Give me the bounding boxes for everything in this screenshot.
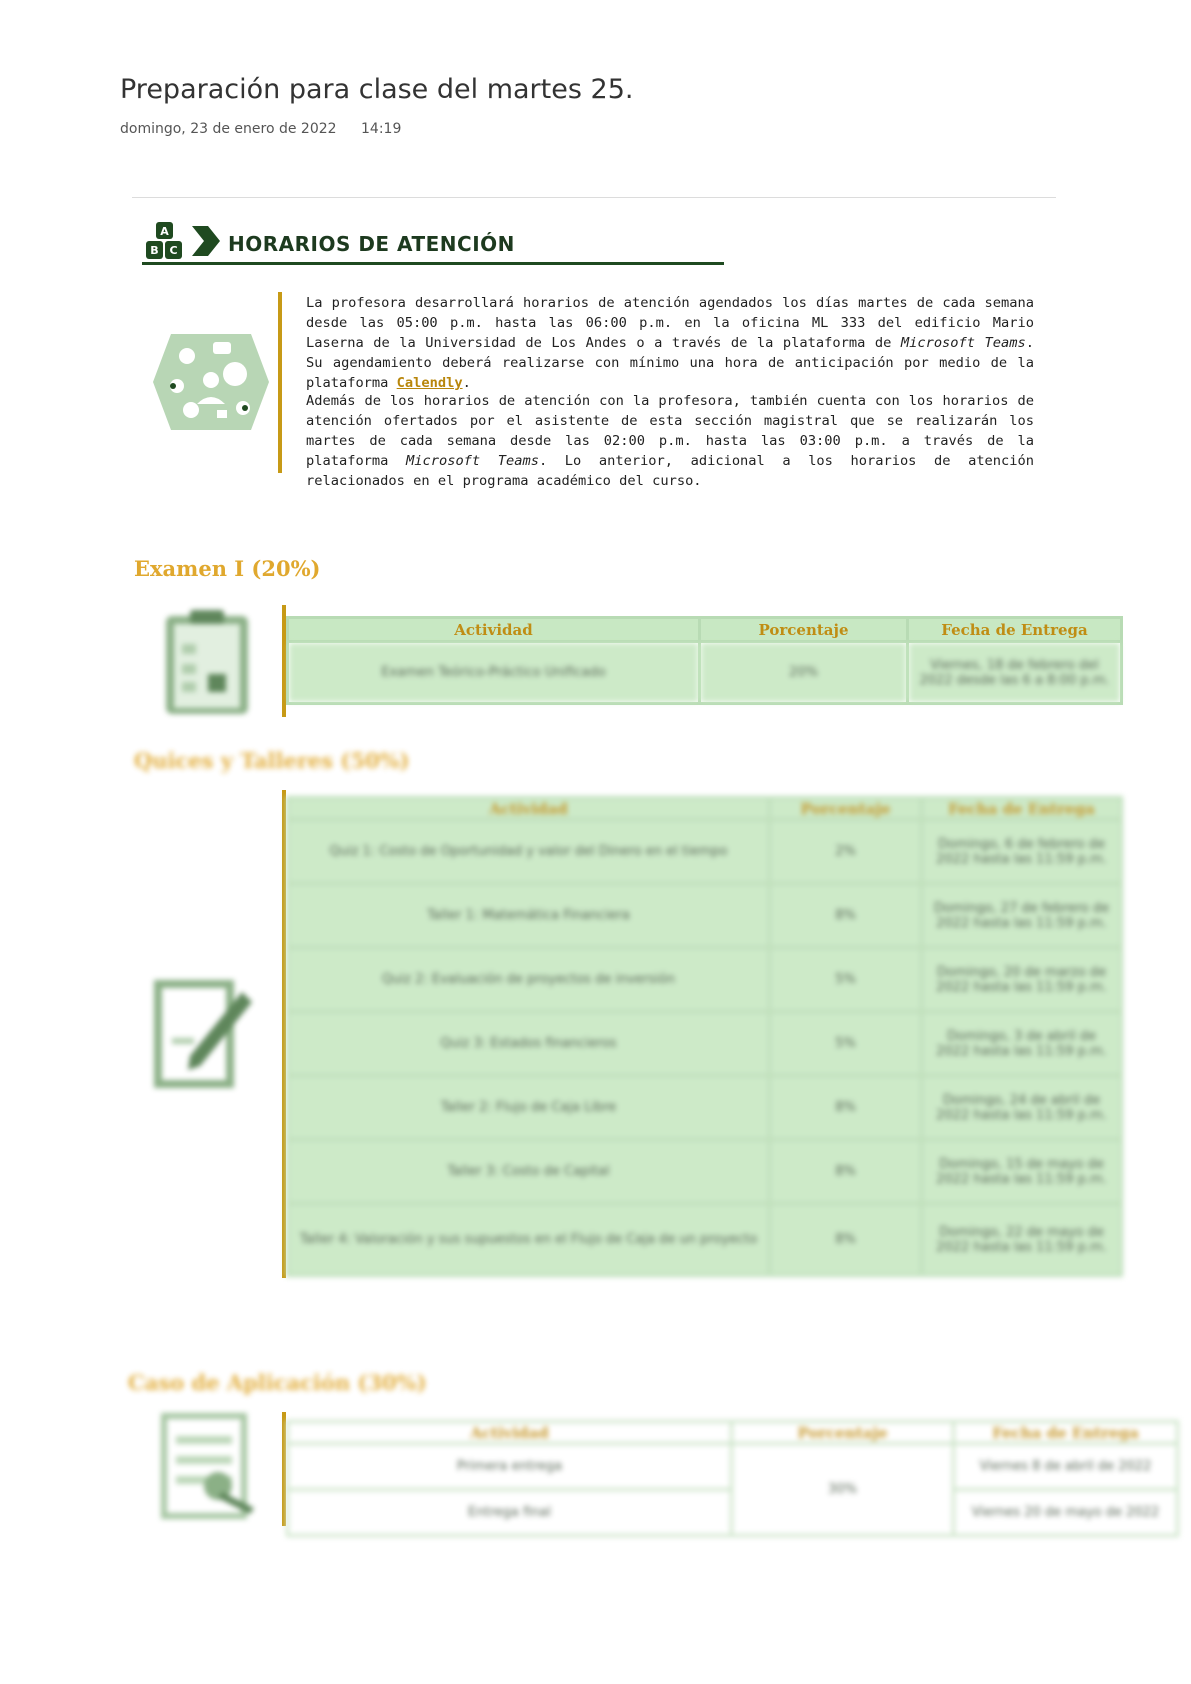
form-pencil-icon bbox=[160, 1412, 264, 1520]
header-actividad: Actividad bbox=[288, 798, 770, 820]
abc-blocks-icon bbox=[144, 221, 190, 261]
table-row: Quiz 2: Evaluación de proyectos de inversión 5% Domingo, 20 de marzo de 2022 hasta las 11:59 p.m. bbox=[288, 948, 1122, 1012]
calendly-link[interactable]: Calendly bbox=[396, 375, 463, 391]
table-row: Taller 4: Valoración y sus supuestos en el Flujo de Caja de un proyecto 8% Domingo, 22 de mayo de 2022 hasta las 11:59 p.m. bbox=[288, 1204, 1122, 1276]
header-fecha: Fecha de Entrega bbox=[922, 798, 1122, 820]
divider bbox=[132, 197, 1056, 198]
badge-letter-c: C bbox=[169, 244, 178, 257]
header-actividad: Actividad bbox=[288, 618, 700, 642]
table-row: Quiz 3: Estados financieros 5% Domingo, 3 de abril de 2022 hasta las 11:59 p.m. bbox=[288, 1012, 1122, 1076]
horarios-paragraph-2: Además de los horarios de atención con la profesora, también cuenta con los horarios de atención ofertados por el asistente de esta sección magistral que se realizarán los martes de cada semana desde las 02:00 p.m. hasta las 03:00 p.m. a través de la plataforma Microsoft Teams. Lo anterior, adicional a los horarios de atención relacionados en el programa académico del curso. bbox=[306, 393, 1035, 489]
horarios-paragraph-1: La profesora desarrollará horarios de atención agendados los días martes de cada semana desde las 05:00 p.m. hasta las 06:00 p.m. en la oficina ML 333 del edificio Mario Laserna de la Universidad de Los Andes o a través de la plataforma de Microsoft Teams. Su agendamiento deberá realizarse con mínimo una hora de anticipación por medio de la plataforma Calendly. bbox=[306, 295, 1035, 391]
page-date: domingo, 23 de enero de 2022 bbox=[120, 121, 337, 137]
caso-table bbox=[286, 1420, 1179, 1537]
header-porcentaje: Porcentaje bbox=[732, 1422, 954, 1444]
table-row: Taller 3: Costo de Capital 8% Domingo, 15 de mayo de 2022 hasta las 11:59 p.m. bbox=[288, 1140, 1122, 1204]
teams-name: Microsoft Teams bbox=[406, 453, 539, 469]
horarios-title: HORARIOS DE ATENCIÓN bbox=[228, 232, 515, 256]
quices-table bbox=[286, 796, 1123, 1277]
page-time: 14:19 bbox=[361, 121, 402, 137]
quices-title: Quices y Talleres (50%) bbox=[134, 748, 410, 773]
table-row: Taller 2: Flujo de Caja Libre 8% Domingo, 24 de abril de 2022 hasta las 11:59 p.m. bbox=[288, 1076, 1122, 1140]
table-row: Primera entrega 30% Viernes 8 de abril de 2022 bbox=[288, 1444, 1178, 1490]
badge-letter-b: B bbox=[150, 244, 159, 257]
table-row: Examen Teórico-Práctico Unificado 20% Viernes, 18 de febrero del 2022 desde las 6 a 8:00 p.m. bbox=[288, 642, 1122, 704]
header-fecha: Fecha de Entrega bbox=[908, 618, 1122, 642]
examen-table bbox=[286, 616, 1123, 705]
accent-bar bbox=[278, 292, 282, 473]
people-chat-icon bbox=[153, 334, 269, 430]
table-row: Taller 1: Matemática Financiera 8% Domingo, 27 de febrero de 2022 hasta las 11:59 p.m. bbox=[288, 884, 1122, 948]
chevron-right-icon bbox=[188, 224, 222, 258]
badge-letter-a: A bbox=[160, 225, 169, 238]
header-actividad: Actividad bbox=[288, 1422, 732, 1444]
teams-name: Microsoft Teams bbox=[900, 335, 1026, 351]
table-row: Quiz 1: Costo de Oportunidad y valor del Dinero en el tiempo 2% Domingo, 6 de febrero de 2022 hasta las 11:59 p.m. bbox=[288, 820, 1122, 884]
table-row: Entrega final Viernes 20 de mayo de 2022 bbox=[288, 1490, 1178, 1536]
header-fecha: Fecha de Entrega bbox=[954, 1422, 1178, 1444]
header-porcentaje: Porcentaje bbox=[770, 798, 922, 820]
document-edit-icon bbox=[154, 978, 256, 1090]
examen-title: Examen I (20%) bbox=[134, 556, 321, 581]
page-title: Preparación para clase del martes 25. bbox=[120, 74, 634, 105]
clipboard-icon bbox=[162, 608, 252, 716]
caso-title: Caso de Aplicación (30%) bbox=[128, 1370, 427, 1395]
title-underline bbox=[142, 262, 724, 265]
header-porcentaje: Porcentaje bbox=[700, 618, 908, 642]
